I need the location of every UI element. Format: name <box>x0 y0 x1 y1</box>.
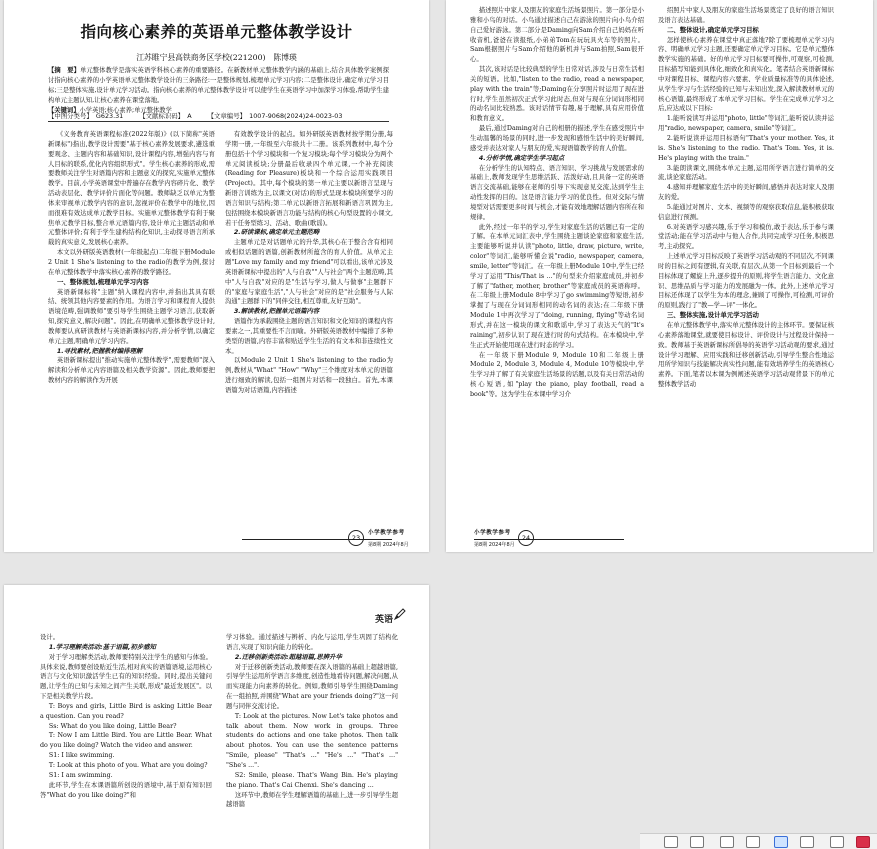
paragraph: 在分析学生的认知特点、语言知识、学习挑战与发展需求的基础上,教师发现学生思维活跃、活泼好动,且具备一定的英语语言交流基础,能够在老师的引导下实现意见交流,达到学生主动性发挥的目的。这是语言能力学习的优良性。但对交际与情境型对话需要更多时间与机会,才能有效地理解话题内容所在和规律。 <box>470 164 644 221</box>
dialog-line: T: Look at the pictures. Now Let's take photos and talk about them. Now work in groups. Three students do actions and one take photos. Then talk about photos. You can use the sentence patterns "Smile, please" "That's ..." "He's ..." "That's ..." "She's ...". <box>226 712 398 769</box>
paragraph: 上述单元学习目标反映了英语学习活动观的不同层次,不同课时的目标之间有逻辑,有关联,有层次,从第一个目标到最后一个目标体现了螺旋上升,逐步提升的原则,将学生语言能力、文化意识、思维品质与学习能力的发展融为一体。此外,上述单元学习目标还体现了以学生为本的理念,兼顾了可操作,可检测,可评价的原则,践行了"教—学—评"一体化。 <box>658 253 834 310</box>
objective-item: 3.能朗读课文,围绕本单元主题,运用所学语言进行简单的交流,谈论家庭活动。 <box>658 164 834 182</box>
objective-item: 5.能通过对图片、文本、视频等的观察获取信息,能积极获取信息进行预测。 <box>658 203 834 221</box>
abstract-label: 【摘 要】 <box>48 67 80 74</box>
page-24 <box>446 0 873 552</box>
page-number: 24 <box>518 530 534 546</box>
paragraph: 对于学习理解类活动,教师要特别关注学生的感知与体验。具体来说,教师要创设贴近生活,相对真实的语篇语境,运用核心语言与文化知识激活学生已有的知识经验。同时,提出关键问题,让学生的已知与未知之间产生关联,形成"最近发展区"。以下是相关教学片段。 <box>40 653 212 701</box>
play-button[interactable] <box>856 836 870 848</box>
continuous-scroll-button[interactable] <box>800 836 814 848</box>
dialog-line: Ss: What do you like doing, Little Bear? <box>48 722 177 730</box>
page2-column-left <box>470 6 644 526</box>
subsection-heading: 3.解读教材,把握单元语篇内容 <box>233 308 320 316</box>
footer-rule <box>474 539 624 540</box>
paragraph: 语篇作为承载围绕主题的语言知识和文化知识的课程内容要素之一,其重要性不言而喻。外研版英语教材中编排了多种类型的语篇,内容丰富和贴近学生生活的有文本和非连续性文本。 <box>225 318 393 355</box>
dialog-line: S2: Smile, please. That's Wang Bin. He's playing the piano. That's Cai Chenxi. She's dancing ... <box>226 771 398 789</box>
dialog-line: T: Look at this photo of you. What are you doing? <box>48 761 208 769</box>
paragraph: 以Module 2 Unit 1 She's listening to the radio为例,教材从"What" "How" "Why"三个维度对本单元的语篇进行细致的解读,包括一组图片对话和一段独白。首先,本课语篇为对话语篇,内容描述 <box>225 357 393 394</box>
keywords-label: 【关键词】 <box>48 107 80 114</box>
page3-column-right <box>226 633 398 849</box>
section-heading: 三、整体实施,设计单元学习活动 <box>666 311 759 320</box>
journal-name: 小学教学参考 <box>474 530 511 536</box>
paragraph: 设计。 <box>40 634 60 641</box>
dialog-line: T: Now I am Little Bird. You are Little Bear. What do you like doing? Watch the video and answer. <box>40 732 212 750</box>
author-affiliation: 江苏睢宁县高铁商务区学校(221200) 陈博瑛 <box>136 53 297 62</box>
paragraph: 描述照片中家人及朋友的家庭生活场景照片。第一部分是小雅和小鸟的对话。小鸟通过描述自己在游泳的照片向小鸟介绍自己爱好游泳。第二部分是Daming向Sam介绍自己妈妈在听收音机,爸爸在读报纸,小弟弟Tom在玩玩具火车等的照片。Sam根据照片与Sam介绍他的新机并与Sam拍照,Sam很开心。 <box>470 7 644 64</box>
thumbnail-view-button[interactable] <box>690 836 704 848</box>
abstract <box>48 66 389 116</box>
viewer-toolbar <box>640 833 877 849</box>
pen-icon <box>393 607 407 621</box>
objective-item: 2.能听说读并运用目标语句"That's your mother. Yes, it is. She's listening to the radio. That's Tom. Yes, it is. He's playing with the train." <box>658 134 834 162</box>
abstract-text: 单元整体教学是落实英语学科核心素养的重要路径。在新教材单元整体教学内涵的基础上,结合具体教学案例探讨指向核心素养的小学英语单元整体教学设计的三条路径:一是整体规划,梳理单元学习内容;二是整体设计,确定单元学习目标;三是整体实施,设计单元学习活动。指向核心素养的单元整体教学设计可以使学生在英语学习中加深学习体验,帮助学生建构单元主题认知,让核心素养在课堂落地。 <box>48 67 389 104</box>
subsection-heading: 1.寻找素材,把握教材编排理解 <box>56 347 143 355</box>
two-page-button[interactable] <box>774 836 788 848</box>
objective-item: 6.对英语学习感兴趣,乐于学习和模仿,敢于表达,乐于参与课堂活动;能在学习活动中与他人合作,共同完成学习任务,积极思考,主动探究。 <box>658 223 834 251</box>
section-heading: 一、整体规划,梳理单元学习内容 <box>56 277 149 286</box>
paragraph: 在一年级下册Module 9, Module 10和二年级上册Module 2, Module 3, Module 4, Module 10等模块中,学生学习并了解了有关家庭生活场景的话题,以及有关日常活动的核心短语,如"play the piano, play football, read a book"等。这为学生在本课中学习介 <box>470 351 644 398</box>
paragraph: 英语新课标提出"推动实施单元整体教学",需要教师"深入解读和分析单元内容语篇及相关教学资源"。因此,教师要把教材内容的解读作为开展 <box>48 357 215 385</box>
paragraph: 有效教学设计的起点。如外研版英语教材按学期分册,每学期一册,一年级至六年级共十二册。该系列教材中,每个分册包括十个学习模块和一个复习模块;每个学习模块分为两个单元阅读板块;分册最后收录四个单元课,一个补充阅读(Reading for Pleasure)板块和一个综合运用实践项目(Project)。其中,每个模块的第一单元主要以新语言呈现与新语言训练为主,以课文(对话)的形式呈现本模块所要学习的语言知识与结构;第二单元以新语言拓展和新语言巩固为主,包括围绕本模块新语言功能与结构的核心句型设置的小课文,若干任务型练习、活动、歌曲(歌谣)。 <box>225 131 393 227</box>
header-rule <box>48 121 389 122</box>
paragraph: 英语新课标将"主题"纳入课程内容中,并指出其具有联结、统领其他内容要素的作用。为语言学习和课程育人提供语境范畴,强调教师"要引导学生围绕主题学习语言,获取新知,探究意义,解决问题"。因此,在明确单元整体教学设计时,教师要认真研读教材与英语新课标内容,并分析学情,以确定单元主题,明确单元学习内容。 <box>48 288 215 345</box>
paragraph: 在单元整体教学中,落实单元整体设计的主体环节。要保证核心素养落地课堂,就要使目标设计、评价设计与过程设计保持一致。教师基于英语新课标所倡导的英语学习活动观的要求,通过设计学习理解、应用实践和迁移创新活动,引导学生整合性地运用所学知识与技能解决真实性问题,能有效培养学生的英语核心素养。下面,笔者以本课为例阐述英语学习活动观背景下的单元整体教学活动 <box>658 322 834 389</box>
journal-issue: 第8期 2024年8月 <box>474 542 515 548</box>
doc-code: 【文献标识码】 A <box>139 112 192 120</box>
dialog-line: T: Boys and girls, Little Bird is asking Little Bear a question. Can you read? <box>40 702 212 720</box>
objective-item: 4.感知并理解家庭生活中的美好瞬间,感悟并表达对家人及朋友的爱。 <box>658 184 834 202</box>
meta-line <box>48 111 389 120</box>
paragraph: 本文以外研版英语教材(一年级起点)二年级下册Module 2 Unit 1 She's listening to the radio的教学为例,探讨在单元整体教学中落实核心素养的教学路径。 <box>48 249 215 276</box>
paragraph: 《义务教育英语课程标准(2022年版)》(以下简称"英语新课标")指出,教学设计需要"基于核心素养发展要求,遴选重要观念、主题内容和基础知识,设计课程内容,增强内容与育人目标的联系,优化内容组织形式"。学生核心素养的形成,需要教师关注学生对语篇内容和主题意义的探究,实施单元整体教学。目前,小学英语课堂中普遍存在教学内容碎片化、教学活动表层化、教学评价片面化等问题。教师缺乏以单元为整体来审视单元教学内容的意识,忽视评价在教学中的地位,因而很难有效达成单元教学目标。实施单元整体教学有利于聚焦单元教学目标,整合单元语篇内容,设计单元主题活动和单元整体评价;有利于学生建构结构化知识,主动探寻语言所承载的真实意义,发展核心素养。 <box>48 131 215 247</box>
subsection-heading: 4.分析学情,确定学生学习起点 <box>478 154 565 162</box>
page1-column-left <box>48 130 215 523</box>
paragraph: 主题单元是对话题单元的升华,其核心在于整合含有相同或相似话题的语篇,创新教材所蕴含的育人价值。从单元主题"Love my family and my friend"可以看出,该单元涉及英语新课标中提出的"人与自我""人与社会"两个主题范畴,其中"人与自我"对应的是"生活与学习,做人与做事"主题群下的"家庭与家庭生活","人与社会"对应的是"社会服务与人际沟通"主题群下的"同伴交往,相互尊重,友好互助"。 <box>225 239 393 306</box>
paragraph: 此环节,学生在本课语篇所创设的语境中,基于原有知识回答"What do you like doing?"和 <box>40 781 212 799</box>
single-page-button[interactable] <box>720 836 734 848</box>
keywords: 小学英语;核心素养;单元整体教学 <box>79 107 172 114</box>
section-tag: 英语 <box>374 615 393 625</box>
paragraph: 绍照片中家人及朋友的家庭生活场景奠定了良好的语言知识及语言表达基础。 <box>658 7 834 24</box>
page-number: 23 <box>348 530 364 546</box>
paragraph: 此外,经过一年半的学习,学生对家庭生活的话题已有一定的了解。在本单元词汇表中,学生围绕主题谈论家庭和家庭生活,主要能够听说并认读"photo, little, draw, picture, write, color"等词汇,能够听懂会说"radio, newspaper, camera, smile, letter"等词汇。在一年级上册Module 10中,学生已经学习了运用"This/That is ..."的句型来介绍家庭成员,并初步了解了"father, mother, brother"等家庭成员的英语称呼。在二年级上册Module 8中学习了go swimming等短语,初步掌握了与现在分词词形相同的动名词的表达;在二年级下册Module 1中再次学习了"doing, running, flying"等动名词形式,并在这一模块的课文和歌谣中,学习了表达天气的"It's raining",初步认识了现在进行时的句式结构。在本模块中,学生正式开始使用现在进行时态的学习。 <box>470 223 644 349</box>
objective-item: 1.能听说读写并运用"photo, little"等词汇,能听说认读并运用"radio, newspaper, camera, smile"等词汇。 <box>658 115 834 133</box>
paragraph: 其次,该对话是比较典型的学生日常对话,涉及与日常生活相关的短语。比如,"listen to the radio, read a newspaper, play with the train"等;Daming在分享照片时运用了现在进行时,学生虽然初次正式学习此时态,但对与现在分词词形相同的动名词比较熟悉。该对话情节有趣,易于理解,具有应用价值和教育意义。 <box>470 66 644 123</box>
fit-width-button[interactable] <box>746 836 760 848</box>
paragraph: 最后,通过Daming对自己的相册的描述,学生在感受照片中生动温馨的场景的同时,进一步发现和感悟生活中的美好瞬间,感受并表达对家人与朋友的爱,实现语篇教学的育人价值。 <box>470 125 644 152</box>
page3-column-left <box>40 633 212 849</box>
subsection-heading: 1.学习理解类活动:基于语篇,初步感知 <box>48 643 156 651</box>
article-number: 【文章编号】 1007-9068(2024)24-0023-03 <box>207 112 343 120</box>
grid-view-button[interactable] <box>830 836 844 848</box>
paragraph: 对于迁移创新类活动,教师要在深入语篇的基础上超越语篇,引导学生运用所学语言多维度,创造性地看待问题,解决问题,从而实现能力向素养的转化。例如,教师引导学生围绕Daming在一组拍照,并围绕"What are your friends doing?"这一问题与同伴交流讨论。 <box>226 663 398 710</box>
dialog-line: S1: I am swimming. <box>48 771 113 779</box>
zoom-out-button[interactable] <box>664 836 678 848</box>
section-heading: 二、整体设计,确定单元学习目标 <box>666 25 759 34</box>
journal-name: 小学教学参考 <box>368 530 405 536</box>
subsection-heading: 2.迁移创新类活动:超越语篇,思辨升华 <box>234 653 342 661</box>
paragraph: 学习体验。通过描述与辨析、内化与运用,学生巩固了结构化语言,实现了知识向能力的转化。 <box>226 634 398 651</box>
paragraph: 怎样使核心素养在课堂中真正落地?除了要梳理单元学习内容、明确单元学习主题,还要确定单元学习目标。它是单元整体教学实施的基础。好的单元学习目标要可操作,可观察,可检测,目标描写知能到具体化,细致化和真实化。笔者结合英语新课标中对课程目标、课程内容六要素、学业质量标准等的具体论述,从学生学习与生活经验的已知与未知出发,深入解读教材单元的核心语篇,最终形成了本单元学习目标。学生在完成单元学习之后,应达成以下目标: <box>658 36 834 113</box>
page2-column-right <box>658 6 834 526</box>
subsection-heading: 2.研读课标,确定单元主题范畴 <box>233 229 320 237</box>
footer-rule <box>242 539 392 540</box>
clc-code: 【中图分类号】 G623.31 <box>48 112 124 120</box>
page1-column-right <box>225 130 393 523</box>
paragraph: 这环节中,教师在学生理解语篇的基础上,进一步引导学生超越语篇 <box>226 791 398 809</box>
page-25 <box>4 585 429 849</box>
dialog-line: S1: I like swimming. <box>48 752 115 760</box>
page-23 <box>4 0 429 552</box>
article-title: 指向核心素养的英语单元整体教学设计 <box>80 23 353 41</box>
journal-issue: 第8期 2024年8月 <box>368 542 409 548</box>
